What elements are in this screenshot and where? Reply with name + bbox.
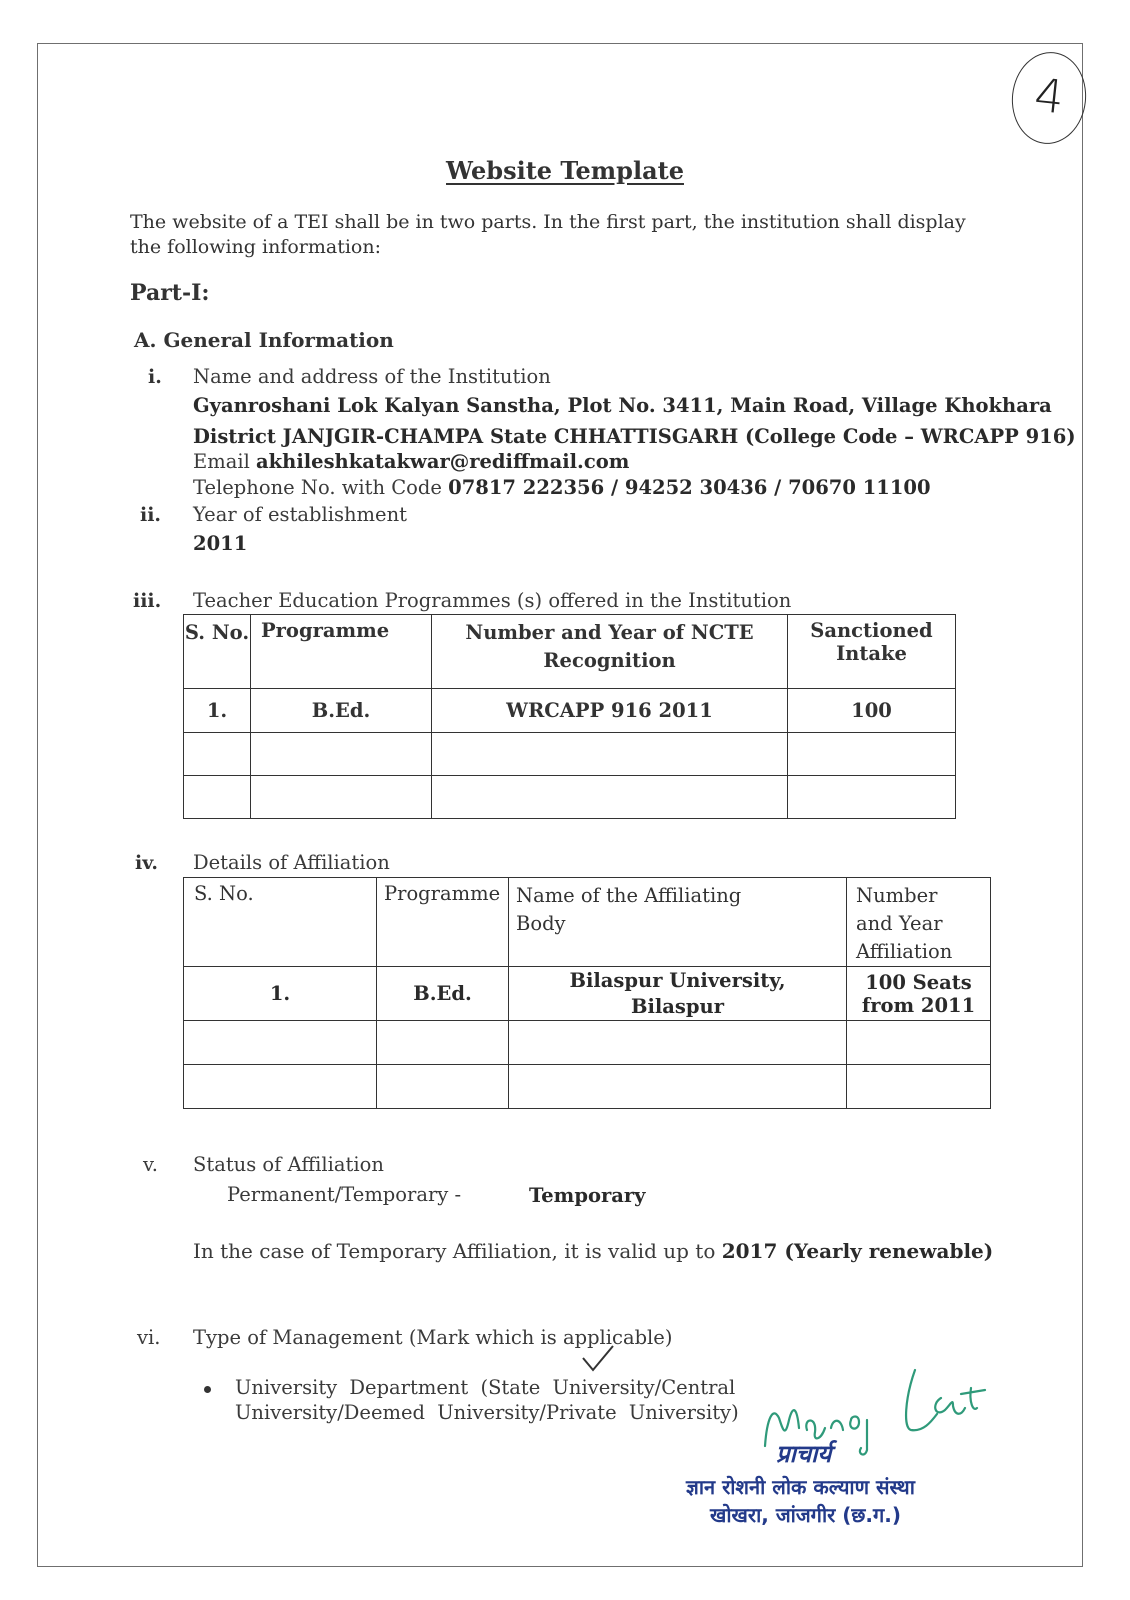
header-number-year-affiliation: Number and Year Affiliation xyxy=(847,878,991,967)
affiliation-table xyxy=(183,877,991,1109)
item-iv-number: iv. xyxy=(135,852,158,874)
cell-sno: 1. xyxy=(184,689,251,733)
item-vi-number: vi. xyxy=(137,1326,161,1349)
table-row xyxy=(184,1065,991,1109)
table-row xyxy=(184,1021,991,1065)
cell-empty xyxy=(184,1065,377,1109)
email-row xyxy=(193,450,629,473)
management-option-university: University Department (State University/Central University/Deemed University/Private University) xyxy=(235,1376,739,1424)
checkmark-icon xyxy=(580,1344,616,1374)
stamp-principal: प्राचार्य xyxy=(776,1440,832,1468)
cell-empty xyxy=(377,1065,509,1109)
bullet-icon xyxy=(204,1386,211,1393)
address-line-2: District JANJGIR-CHAMPA State CHHATTISGARH (College Code – WRCAPP 916) xyxy=(193,425,1076,448)
validity-row xyxy=(193,1239,993,1263)
affiliation-status-label: Status of Affiliation xyxy=(193,1153,384,1176)
cell-empty xyxy=(847,1021,991,1065)
establishment-label: Year of establishment xyxy=(193,503,407,526)
cell-empty xyxy=(184,1021,377,1065)
address-line-1: Gyanroshani Lok Kalyan Sanstha, Plot No. 3411, Main Road, Village Khokhara xyxy=(193,394,1052,417)
header-sno: S. No. xyxy=(184,878,377,967)
table-row xyxy=(184,689,956,733)
validity-text: In the case of Temporary Affiliation, it is valid up to xyxy=(193,1239,716,1263)
programmes-table xyxy=(183,614,956,819)
header-ncte-recognition: Number and Year of NCTE Recognition xyxy=(432,615,788,689)
cell-empty xyxy=(509,1021,847,1065)
table-header-row xyxy=(184,615,956,689)
stamp-location: खोखरा, जांजगीर (छ.ग.) xyxy=(710,1503,902,1527)
affiliation-label: Details of Affiliation xyxy=(193,851,390,874)
stamp-institution: ज्ञान रोशनी लोक कल्याण संस्था xyxy=(686,1475,915,1499)
telephone-value: 07817 222356 / 94252 30436 / 70670 11100 xyxy=(448,476,931,499)
cell-empty xyxy=(432,733,788,776)
cell-empty xyxy=(251,733,432,776)
cell-empty xyxy=(847,1065,991,1109)
item-ii-number: ii. xyxy=(140,504,162,526)
header-sno: S. No. xyxy=(184,615,251,689)
intro-paragraph: The website of a TEI shall be in two parts. In the first part, the institution shall display the following information: xyxy=(130,211,966,258)
part-heading: Part-I: xyxy=(130,280,210,306)
item-v-number: v. xyxy=(143,1153,158,1176)
cell-sno: 1. xyxy=(184,967,377,1021)
table-row xyxy=(184,733,956,776)
header-programme: Programme xyxy=(251,615,432,689)
section-heading: A. General Information xyxy=(134,328,394,352)
cell-programme: B.Ed. xyxy=(377,967,509,1021)
header-affiliating-body: Name of the Affiliating Body xyxy=(509,878,847,967)
header-programme: Programme xyxy=(377,878,509,967)
cell-recognition: WRCAPP 916 2011 xyxy=(432,689,788,733)
cell-empty xyxy=(251,776,432,819)
cell-empty xyxy=(377,1021,509,1065)
establishment-year: 2011 xyxy=(193,532,248,555)
cell-empty xyxy=(788,733,956,776)
item-i-number: i. xyxy=(148,366,162,388)
email-value: akhileshkatakwar@rediffmail.com xyxy=(256,450,630,473)
cell-empty xyxy=(432,776,788,819)
cell-affiliation-detail: 100 Seats from 2011 xyxy=(847,967,991,1021)
cell-empty xyxy=(184,776,251,819)
table-header-row xyxy=(184,878,991,967)
institution-label: Name and address of the Institution xyxy=(193,365,551,388)
programmes-label: Teacher Education Programmes (s) offered in the Institution xyxy=(193,589,792,612)
cell-empty xyxy=(184,733,251,776)
table-row xyxy=(184,776,956,819)
table-row xyxy=(184,967,991,1021)
permanent-temporary-label: Permanent/Temporary - xyxy=(227,1183,462,1206)
cell-affiliating-body: Bilaspur University, Bilaspur xyxy=(509,967,847,1021)
email-label: Email xyxy=(193,450,250,473)
page-title: Website Template xyxy=(446,156,684,185)
cell-empty xyxy=(788,776,956,819)
telephone-label: Telephone No. with Code xyxy=(193,476,442,499)
cell-programme: B.Ed. xyxy=(251,689,432,733)
validity-value: 2017 (Yearly renewable) xyxy=(721,1239,994,1263)
page-number: 4 xyxy=(1007,48,1090,147)
management-type-label: Type of Management (Mark which is applicable) xyxy=(193,1326,673,1349)
cell-empty xyxy=(509,1065,847,1109)
telephone-row xyxy=(193,476,931,499)
header-sanctioned-intake: Sanctioned Intake xyxy=(788,615,956,689)
affiliation-status-value: Temporary xyxy=(529,1184,646,1207)
item-iii-number: iii. xyxy=(133,590,162,612)
cell-intake: 100 xyxy=(788,689,956,733)
